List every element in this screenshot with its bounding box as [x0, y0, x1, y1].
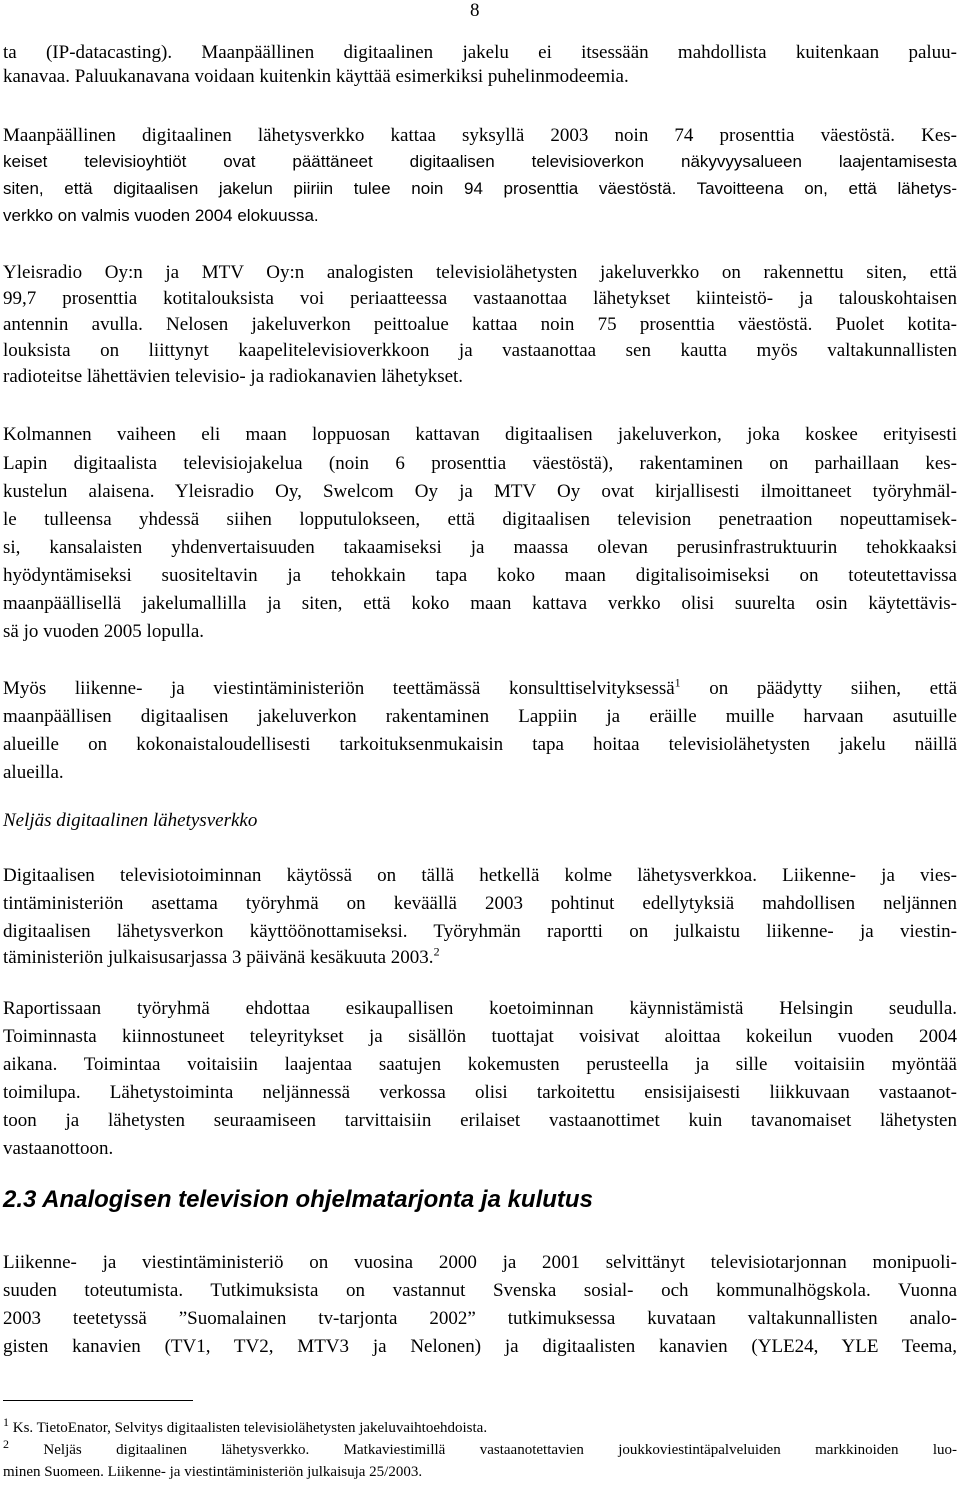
- text-line: alueille on kokonaistaloudellisesti tarkoituksenmukaisin tapa hoitaa televisiolähetysten jakelu näillä: [3, 734, 957, 755]
- text-line: digitaalisen lähetysverkon käyttöönottamiseksi. Työryhmän raportti on julkaistu liikenne- ja viestin-: [3, 921, 957, 942]
- text-line: [3, 677, 957, 701]
- text-line: toon ja lähetysten seuraamiseen tarvittaisiin erilaiset vastaanottimet kuin tavanomaiset lähetysten: [3, 1110, 957, 1131]
- subheading: Neljäs digitaalinen lähetysverkko: [3, 810, 258, 831]
- text-line: tintäministeriön asettama työryhmä on keväällä 2003 pohtinut edellytyksiä mahdollisen neljännen: [3, 893, 957, 914]
- text-fragment: on päädytty siihen, että: [709, 678, 957, 699]
- footnote-reference: 2: [433, 944, 440, 959]
- footnote-text: Neljäs digitaalinen lähetysverkko. Matkaviestimillä vastaanotettavien joukkoviestintäpalveluiden markkinoiden luo-: [43, 1442, 957, 1458]
- text-line: aikana. Toimintaa voitaisiin laajentaa saatujen kokemusten perusteella ja sille voitaisiin myöntää: [3, 1054, 957, 1075]
- text-fragment: täministeriön julkaisusarjassa 3 päivänä kesäkuuta 2003.: [3, 947, 434, 968]
- text-line: suuden toteutumista. Tutkimuksista on vastannut Svenska sosial- och kommunalhögskola. Vuonna: [3, 1280, 957, 1301]
- text-line: hyödyntämiseksi suositeltavin ja tehokkain tapa koko maan digitalisoimiseksi on toteutettavissa: [3, 565, 957, 586]
- text-line: 2003 teetetyssä ”Suomalainen tv-tarjonta 2002” tutkimuksessa kuvataan valtakunnallisten analo-: [3, 1308, 957, 1329]
- text-line: Kolmannen vaiheen eli maan loppuosan kattavan digitaalisen jakeluverkon, joka koskee erityisesti: [3, 424, 957, 445]
- footnote-text: Ks. TietoEnator, Selvitys digitaalisten televisiolähetysten jakeluvaihtoehdoista.: [12, 1420, 488, 1436]
- text-line: kustelun alaisena. Yleisradio Oy, Swelcom Oy ja MTV Oy ovat kirjallisesti ilmoittaneet työryhmäl-: [3, 481, 957, 502]
- text-line: siten, että digitaalisen jakelun piiriin tulee noin 94 prosenttia väestöstä. Tavoitteena on, että lähetys-: [3, 179, 957, 198]
- footnote-2: [3, 1440, 957, 1460]
- text-line: vastaanottoon.: [3, 1138, 114, 1159]
- text-line: alueilla.: [3, 762, 64, 783]
- text-line: kanavaa. Paluukanavana voidaan kuitenkin käyttää esimerkiksi puhelinmodeemia.: [3, 66, 629, 87]
- text-line: Yleisradio Oy:n ja MTV Oy:n analogisten televisiolähetysten jakeluverkko on rakennettu siten, että: [3, 262, 957, 283]
- footnote-separator: [3, 1400, 193, 1401]
- text-line: toimilupa. Lähetystoiminta neljännessä verkossa olisi tarkoitettu ensisijaisesti liikkuvaan vastaanot-: [3, 1082, 957, 1103]
- text-line: ta (IP-datacasting). Maanpäällinen digitaalinen jakelu ei itsessään mahdollista kuitenkaan paluu-: [3, 42, 957, 63]
- text-line: verkko on valmis vuoden 2004 elokuussa.: [3, 206, 319, 225]
- footnote-reference: 1: [674, 677, 681, 690]
- page-number: 8: [470, 0, 480, 21]
- text-line: Lapin digitaalista televisiojakelua (noin 6 prosenttia väestöstä), rakentaminen on parhaillaan kes-: [3, 453, 957, 474]
- text-line: [3, 946, 440, 970]
- footnote-2-continued: minen Suomeen. Liikenne- ja viestintäministeriön julkaisuja 25/2003.: [3, 1464, 423, 1480]
- text-line: 99,7 prosenttia kotitalouksista voi periaatteessa vastaanottaa lähetykset kiinteistö- ja talouskohtaisen: [3, 288, 957, 309]
- footnote-marker: 1: [3, 1415, 9, 1429]
- text-line: radioteitse lähettävien televisio- ja radiokanavien lähetykset.: [3, 366, 464, 387]
- text-line: maanpäällisellä jakelumallilla ja siten, että koko maan kattava verkko olisi suurelta osin käytettävis-: [3, 593, 957, 614]
- text-line: Maanpäällinen digitaalinen lähetysverkko kattaa syksyllä 2003 noin 74 prosenttia väestöstä. Kes-: [3, 125, 957, 146]
- text-line: Liikenne- ja viestintäministeriö on vuosina 2000 ja 2001 selvittänyt televisiotarjonnan monipuoli-: [3, 1252, 957, 1273]
- text-line: sä jo vuoden 2005 lopulla.: [3, 621, 205, 642]
- section-heading: 2.3 Analogisen television ohjelmatarjonta ja kulutus: [3, 1186, 593, 1213]
- text-line: Digitaalisen televisiotoiminnan käytössä on tällä hetkellä kolme lähetysverkkoa. Liikenne- ja vies-: [3, 865, 957, 886]
- footnote-marker: 2: [3, 1440, 9, 1451]
- text-line: si, kansalaisten yhdenvertaisuuden takaamiseksi ja maassa olevan perusinfrastruktuurin tehokkaaksi: [3, 537, 957, 558]
- text-line: antennin avulla. Nelosen jakeluverkon peittoalue kattaa noin 75 prosenttia väestöstä. Puolet kotita-: [3, 314, 957, 335]
- text-line: Toiminnasta kiinnostuneet teleyritykset ja sisällön tuottajat voisivat aloittaa kokeilun vuoden 2004: [3, 1026, 957, 1047]
- text-line: maanpäällisen digitaalisen jakeluverkon rakentaminen Lappiin ja eräille muille harvaan asutuille: [3, 706, 957, 727]
- text-line: louksista on liittynyt kaapelitelevisioverkkoon ja vastaanottaa sen kautta myös valtakunnallisten: [3, 340, 957, 361]
- text-line: gisten kanavien (TV1, TV2, MTV3 ja Nelonen) ja digitaalisten kanavien (YLE24, YLE Teema,: [3, 1336, 957, 1357]
- text-line: le tulleensa yhdessä siihen lopputulokseen, että digitaalisen television penetraation nopeuttamisek-: [3, 509, 957, 530]
- text-fragment: Myös liikenne- ja viestintäministeriön teettämässä konsulttiselvityksessä: [3, 678, 675, 699]
- text-line: keiset televisioyhtiöt ovat päättäneet digitaalisen televisioverkon näkyvyysalueen laajentamisesta: [3, 152, 957, 171]
- text-line: Raportissaan työryhmä ehdottaa esikaupallisen koetoiminnan käynnistämistä Helsingin seudulla.: [3, 998, 957, 1019]
- footnote-1: [3, 1415, 488, 1438]
